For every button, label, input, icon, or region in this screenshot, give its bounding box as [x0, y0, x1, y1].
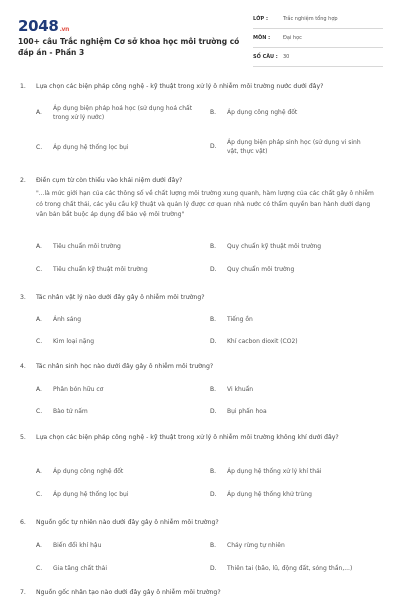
option-label: C.: [36, 565, 43, 572]
question-stem: [20, 82, 382, 92]
option-text: Quy chuẩn môi trường: [227, 266, 295, 273]
question-stem: [20, 293, 382, 303]
option-text: Áp dụng công nghệ đốt: [53, 468, 124, 475]
document-meta: [253, 12, 383, 69]
option-label: A.: [36, 386, 42, 393]
question-text: Tác nhân vật lý nào dưới đây gây ô nhiễm môi trường?: [36, 294, 205, 301]
question-number: 5.: [20, 434, 26, 441]
question-2: [20, 176, 382, 286]
option-text: Kim loại nặng: [53, 338, 95, 345]
question-number: 7.: [20, 589, 26, 596]
option-text: Thiên tai (bão, lũ, động đất, sóng thần,...): [227, 565, 353, 572]
question-1: [20, 82, 382, 162]
option-text: Bụi phấn hoa: [227, 408, 267, 415]
option-text: Biến đổi khí hậu: [53, 542, 102, 549]
option-text: Áp dụng biện pháp sinh học (sử dụng vi sinh vật, thực vật): [227, 139, 361, 155]
question-text: Nguồn gốc nhân tạo nào dưới đây gây ô nhiễm môi trường?: [36, 589, 221, 596]
meta-key: MÔN :: [253, 35, 271, 41]
question-number: 3.: [20, 294, 26, 301]
option-text: Phân bón hữu cơ: [53, 386, 104, 393]
question-text: Nguồn gốc tự nhiên nào dưới đây gây ô nhiễm môi trường?: [36, 519, 219, 526]
option-label: B.: [210, 109, 217, 116]
meta-value: 30: [283, 54, 290, 60]
site-logo[interactable]: [18, 17, 69, 35]
question-text: Điền cụm từ còn thiếu vào khái niệm dưới đây?: [36, 177, 183, 184]
question-4: [20, 362, 382, 422]
option-label: C.: [36, 408, 43, 415]
question-text: Lựa chọn các biện pháp công nghệ - kỹ thuật trong xử lý ô nhiễm môi trường nước dưới đây?: [36, 83, 324, 90]
option-text: Tiêu chuẩn môi trường: [53, 243, 121, 250]
option-text: Khí cacbon dioxit (CO2): [227, 338, 298, 345]
option-label: D.: [210, 143, 217, 150]
question-stem: [20, 588, 382, 598]
option-label: C.: [36, 338, 43, 345]
question-6: [20, 518, 382, 578]
document-title: 100+ câu Trắc nghiệm Cơ sở khoa học môi trường có đáp án - Phần 3: [18, 37, 240, 57]
option-text: Gia tăng chất thải: [53, 565, 107, 572]
logo-domain: .vn: [59, 26, 70, 33]
question-number: 4.: [20, 363, 26, 370]
option-text: Áp dụng công nghệ đốt: [227, 109, 298, 116]
option-label: D.: [210, 408, 217, 415]
option-label: D.: [210, 565, 217, 572]
option-label: C.: [36, 266, 43, 273]
option-label: A.: [36, 542, 42, 549]
meta-key: LỚP :: [253, 16, 268, 22]
option-label: B.: [210, 243, 217, 250]
question-number: 2.: [20, 177, 26, 184]
logo-text: 2048: [18, 17, 59, 35]
option-text: Tiếng ồn: [227, 316, 253, 323]
option-label: D.: [210, 266, 217, 273]
question-text: Lựa chọn các biện pháp công nghệ - kỹ thuật trong xử lý ô nhiễm môi trường không khí dưới đây?: [36, 434, 339, 441]
option-label: C.: [36, 144, 43, 151]
option-label: B.: [210, 542, 217, 549]
option-text: Áp dụng hệ thống lọc bụi: [53, 491, 129, 498]
question-3: [20, 293, 382, 353]
option-label: A.: [36, 468, 42, 475]
option-text: Ánh sáng: [53, 316, 82, 323]
question-number: 6.: [20, 519, 26, 526]
question-stem: [20, 362, 382, 372]
option-text: Vi khuẩn: [227, 386, 254, 393]
option-text: Quy chuẩn kỹ thuật môi trường: [227, 243, 322, 250]
meta-value: Đại học: [283, 35, 302, 41]
option-text: Tiêu chuẩn kỹ thuật môi trường: [53, 266, 148, 273]
option-label: A.: [36, 109, 42, 116]
option-text: Áp dụng hệ thống khử trùng: [227, 491, 312, 498]
option-label: A.: [36, 316, 42, 323]
question-number: 1.: [20, 83, 26, 90]
option-label: C.: [36, 491, 43, 498]
option-label: A.: [36, 243, 42, 250]
meta-row-class: [253, 12, 383, 29]
option-label: B.: [210, 316, 217, 323]
option-text: Cháy rừng tự nhiên: [227, 542, 285, 549]
option-text: Áp dụng hệ thống lọc bụi: [53, 144, 129, 151]
question-stem: [20, 518, 382, 528]
question-stem: [20, 433, 382, 443]
question-text: Tác nhân sinh học nào dưới đây gây ô nhiễm môi trường?: [36, 363, 214, 370]
meta-row-subject: [253, 31, 383, 48]
question-stem: [20, 176, 382, 186]
meta-key: SỐ CÂU :: [253, 54, 278, 60]
option-text: Áp dụng hệ thống xử lý khí thải: [227, 468, 322, 475]
option-label: D.: [210, 338, 217, 345]
meta-row-count: [253, 50, 383, 67]
option-text: Áp dụng biện pháp hoá học (sử dụng hoá chất trong xử lý nước): [53, 105, 193, 121]
option-label: B.: [210, 468, 217, 475]
question-7: [20, 588, 382, 600]
question-5: [20, 433, 382, 503]
option-label: D.: [210, 491, 217, 498]
option-label: B.: [210, 386, 217, 393]
option-text: Bào tử nấm: [53, 408, 88, 415]
meta-value: Trắc nghiệm tổng hợp: [283, 16, 338, 22]
question-quote: "...là mức giới hạn của các thông số về chất lượng môi trường xung quanh, hàm lượng của các chất gây ô nhiễm có trong chất thải, các yêu cầu kỹ thuật và quản lý được cơ quan nhà nước có thẩm quyền ban hành dưới dạng văn bản bắt buộc áp dụng để bảo vệ môi trường": [36, 190, 374, 218]
